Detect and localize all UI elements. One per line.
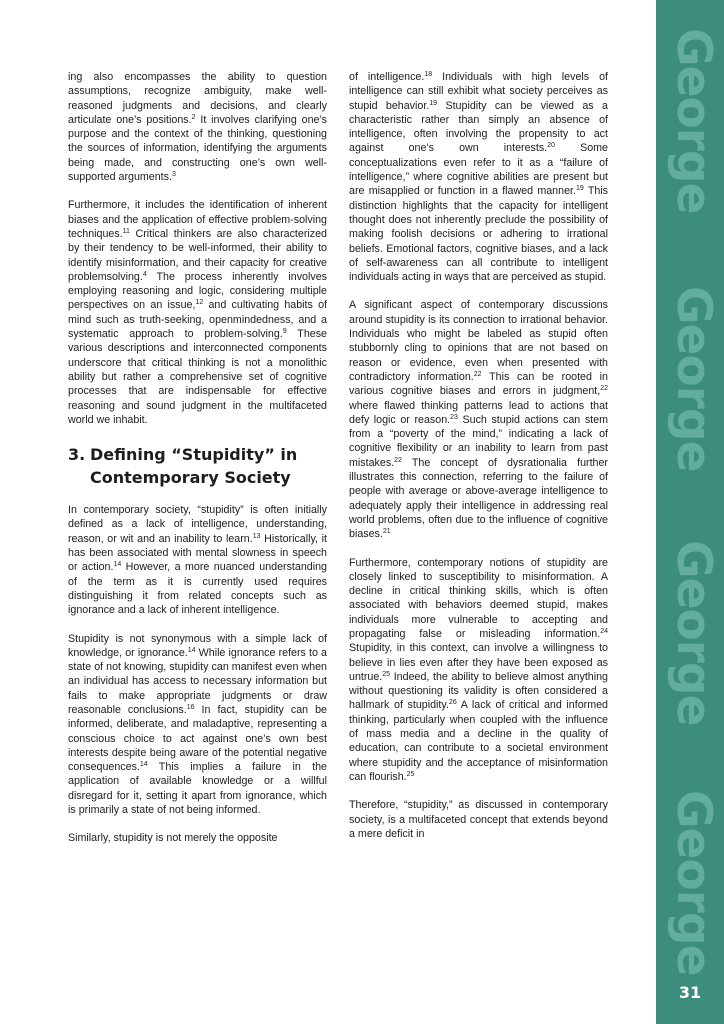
footnote-ref: 25 bbox=[382, 670, 391, 678]
footnote-ref: 26 bbox=[448, 699, 457, 707]
paragraph: Furthermore, it includes the identification of inherent biases and the application of effective problem-solving techniques.$^{11}$ Critical thinkers are also characterized by their tendency to be well-informed, their ability to identify misinformation, and their capacity for creative problemsolving.$^4$ The process inherently involves employing reasoning and logic, considering multiple perspectives on an issue,$^{12}$ and cultivating habits of mind such as truth-seeking, openmindedness, and a systematic approach to problem-solving.$^9$ These various descriptions and interconnected components underscore that critical thinking is not a monolithic ability but rather a comprehensive set of cognitive processes that are indispensable for effective reasoning and sound judgment in the multifaceted world we inhabit. bbox=[68, 199, 327, 426]
section-number: 3. bbox=[68, 445, 86, 465]
footnote-ref: 9 bbox=[282, 328, 287, 336]
paragraph: ing also encompasses the ability to question assumptions, recognize ambiguity, make well-reasoned judgments and decisions, and clearly articulate one’s positions.$^2$ It involves clarifying one’s purpose and the context of the thinking, questioning the sources of information, identifying the arguments being made, and constructing one’s own well-supported arguments.$^3$ bbox=[68, 71, 327, 184]
paragraph: Therefore, “stupidity,” as discussed in contemporary society, is a multifaceted concept that extends beyond a mere deficit in bbox=[349, 799, 608, 840]
footnote-ref: 20 bbox=[547, 142, 555, 150]
paragraph: of intelligence.$^{18}$ Individuals with high levels of intelligence can still exhibit what society perceives as stupid behavior.$^{19}$ Stupidity can be viewed as a characteristic rather than simply an absence of intelligence, often involving the propensity to act against one’s own interests.$^{20}$ Some conceptualizations even refer to it as a “failure of intelligence,” where cognitive abilities are present but are misapplied or function in a flawed manner.$^{19}$ This distinction highlights that the capacity for intelligent thought does not inherently preclude the possibility of making foolish decisions or adhering to irrational beliefs. Emotional factors, cognitive biases, and a lack of self-awareness can all contribute to intelligent individuals acting in ways that are perceived as stupid. bbox=[349, 71, 609, 284]
right-column bbox=[349, 70, 608, 841]
footnote-ref: 19 bbox=[429, 99, 438, 107]
footnote-ref: 14 bbox=[187, 646, 196, 654]
footnote-ref: 18 bbox=[424, 71, 433, 78]
paragraph: A significant aspect of contemporary discussions around stupidity is its connection to irrational behavior. Individuals who might be labeled as stupid often stubbornly cling to opinions that are not based on reason or evidence, even when presented with contradictory information.$^{22}$ This can be rooted in various cognitive biases and errors in judgment,$^{22}$ where flawed thinking patterns lead to actions that defy logic or reason.$^{23}$ Such stupid actions can stem from a “poverty of the mind,” indicating a lack of cognitive flexibility or an inability to learn from past mistakes.$^{22}$ The concept of dysrationalia further illustrates this connection, referring to the failure of people with average or above-average intelligence to adequately apply their intelligence in addressing real world problems, often due to the influence of cognitive biases.$^{21}$ bbox=[349, 299, 608, 541]
footnote-ref: 21 bbox=[382, 528, 391, 536]
footnote-ref: 4 bbox=[142, 270, 147, 278]
footnote-ref: 16 bbox=[186, 703, 195, 711]
footnote-ref: 11 bbox=[122, 227, 130, 235]
footnote-ref: 24 bbox=[600, 627, 608, 635]
paragraph: Furthermore, contemporary notions of stupidity are closely linked to susceptibility to misinformation. A decline in critical thinking skills, which is often associated with behaviors deemed stupid, makes individuals more vulnerable to accepting and propagating false or misleading information.$^{24}$ Stupidity, in this context, can involve a willingness to believe in lies even after they have been exposed as untrue.$^{25}$ Indeed, the ability to believe almost anything without questioning its validity is often considered a hallmark of stupidity.$^{26}$ A lack of critical and informed thinking, particularly when coupled with the influence of mass media and a decline in the quality of education, can contribute to a societal environment where stupidity and the acceptance of misinformation can flourish.$^{25}$ bbox=[349, 556, 608, 783]
footnote-ref: 14 bbox=[139, 761, 148, 769]
page-number: 31 bbox=[678, 983, 702, 1002]
footnote-ref: 12 bbox=[195, 299, 204, 307]
footnote-ref: 23 bbox=[450, 413, 458, 421]
footnote-ref: 22 bbox=[600, 385, 608, 393]
footnote-ref: 13 bbox=[252, 532, 261, 540]
footnote-ref: 19 bbox=[575, 185, 584, 193]
section-heading-line-2: Contemporary Society bbox=[90, 468, 291, 488]
section-heading-line-1: Defining “Stupidity” in bbox=[90, 445, 298, 465]
paragraph: Similarly, stupidity is not merely the opposite bbox=[68, 832, 278, 845]
left-column bbox=[68, 70, 327, 846]
footnote-ref: 22 bbox=[394, 456, 402, 464]
section-heading bbox=[68, 443, 327, 489]
sidebar-band: George George George George bbox=[656, 0, 724, 1024]
footnote-ref: 25 bbox=[406, 770, 415, 778]
paragraph: In contemporary society, “stupidity” is often initially defined as a lack of intelligence, understanding, reason, or wit and an inability to learn.$^{13}$ Historically, it has been associated with mental slowness in speech or action.$^{14}$ However, a more nuanced understanding of the term as it is currently used requires distinguishing it from related concepts such as ignorance and a lack of inherent intelligence. bbox=[68, 504, 327, 617]
paragraph: Stupidity is not synonymous with a simple lack of knowledge, or ignorance.$^{14}$ While ignorance refers to a state of not knowing, stupidity can manifest even when an individual has access to necessary information but fails to make appropriate judgments or draw reasonable conclusions.$^{16}$ In fact, stupidity can be informed, deliberate, and maladaptive, representing a conscious choice to act against one’s own best interests despite being aware of the potential negative consequences.$^{14}$ This implies a failure in the application of available knowledge or a willful disregard for it, setting it apart from ignorance, which is primarily a state of not being informed. bbox=[68, 632, 327, 817]
footnote-ref: 14 bbox=[113, 561, 122, 569]
footnote-ref: 2 bbox=[191, 113, 196, 121]
footnote-ref: 3 bbox=[171, 171, 176, 179]
footnote-ref: 22 bbox=[473, 370, 482, 378]
